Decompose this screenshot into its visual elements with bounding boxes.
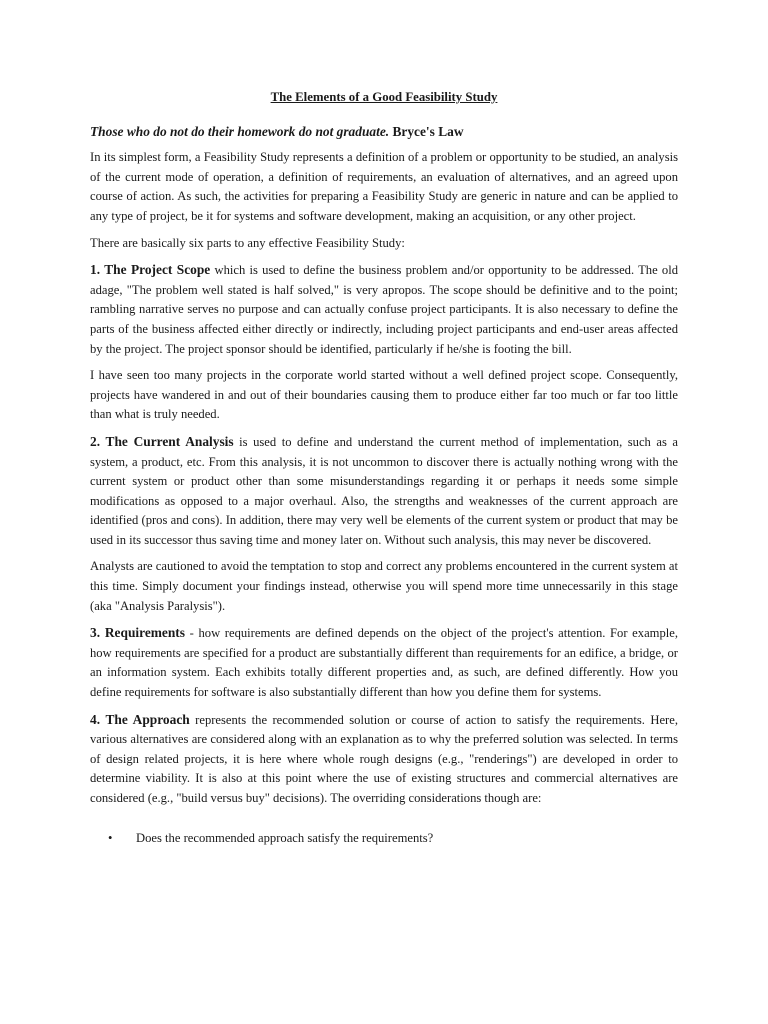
section-requirements: [90, 623, 678, 702]
epigraph-text: Those who do not do their homework do not graduate.: [90, 123, 390, 139]
section-project-scope: [90, 260, 678, 359]
section-body: - how requirements are defined depends on the object of the project's attention. For example, how requirements are specified for a product are substantially different than requirements for an edifice, a bridge, or an information system. Each exhibits totally different properties and, as such, are defined differently. How you define requirements for software is also substantially different than how you define them for systems.: [90, 626, 678, 700]
section-body: represents the recommended solution or course of action to satisfy the requirements. Here, various alternatives are considered along with an explanation as to why the preferred solution was selected. In terms of design related projects, it is here where whole rough designs (e.g., "renderings") are developed in order to determine viability. It is also at this point where the use of existing structures and commercial alternatives are considered (e.g., "build versus buy" decisions). The overriding considerations though are:: [90, 712, 678, 805]
section-approach: [90, 710, 678, 809]
intro-paragraph: In its simplest form, a Feasibility Study represents a definition of a problem or opportunity to be studied, an analysis of the current mode of operation, a definition of requirements, an evaluation of alternatives, and an agreed upon course of action. As such, the activities for preparing a Feasibility Study are generic in nature and can be applied to any type of project, be it for systems and software development, making an acquisition, or any other project.: [90, 150, 678, 223]
bullet-icon: •: [108, 830, 113, 845]
list-item: [108, 829, 678, 849]
list-item-text: Does the recommended approach satisfy the requirements?: [136, 830, 434, 845]
section-heading: 2. The Current Analysis: [90, 433, 234, 449]
section-heading: 4. The Approach: [90, 711, 190, 727]
document-title: The Elements of a Good Feasibility Study: [270, 90, 498, 104]
section-body: is used to define and understand the current method of implementation, such as a system, a product, etc. From this analysis, it is not uncommon to discover there is actually nothing wrong with the current system or product other than some misunderstandings regarding it or perhaps it needs some simple modifications as opposed to a major overhaul. Also, the strengths and weaknesses of the current approach are identified (pros and cons). In addition, there may very well be elements of the current system or product that may be used in its successor thus saving time and money later on. Without such analysis, this may never be discovered.: [90, 434, 678, 547]
section-heading: 3. Requirements: [90, 625, 185, 641]
epigraph-attribution: Bryce's Law: [392, 123, 464, 139]
intro-lead-in: There are basically six parts to any effective Feasibility Study:: [90, 235, 405, 250]
section-heading: 1. The Project Scope: [90, 262, 211, 278]
section-project-scope-followup: I have seen too many projects in the corporate world started without a well defined project scope. Consequently, projects have wandered in and out of their boundaries causing them to produce either far too much or far too little than what is truly needed.: [90, 368, 678, 422]
considerations-list: [90, 829, 678, 849]
section-current-analysis-followup: Analysts are cautioned to avoid the temptation to stop and correct any problems encountered in the current system at this time. Simply document your findings instead, otherwise you will spend more time unnecessarily in this stage (aka "Analysis Paralysis").: [90, 559, 678, 613]
section-current-analysis: [90, 432, 678, 551]
document-page: [90, 88, 678, 848]
section-body: which is used to define the business problem and/or opportunity to be addressed. The old adage, "The problem well stated is half solved," is very apropos. The scope should be definitive and to the point; rambling narrative serves no purpose and can actually confuse project participants. It is also necessary to define the parts of the business affected either directly or indirectly, including project participants and end-user areas affected by the project. The project sponsor should be identified, particularly if he/she is footing the bill.: [90, 263, 678, 356]
epigraph: [90, 122, 678, 142]
